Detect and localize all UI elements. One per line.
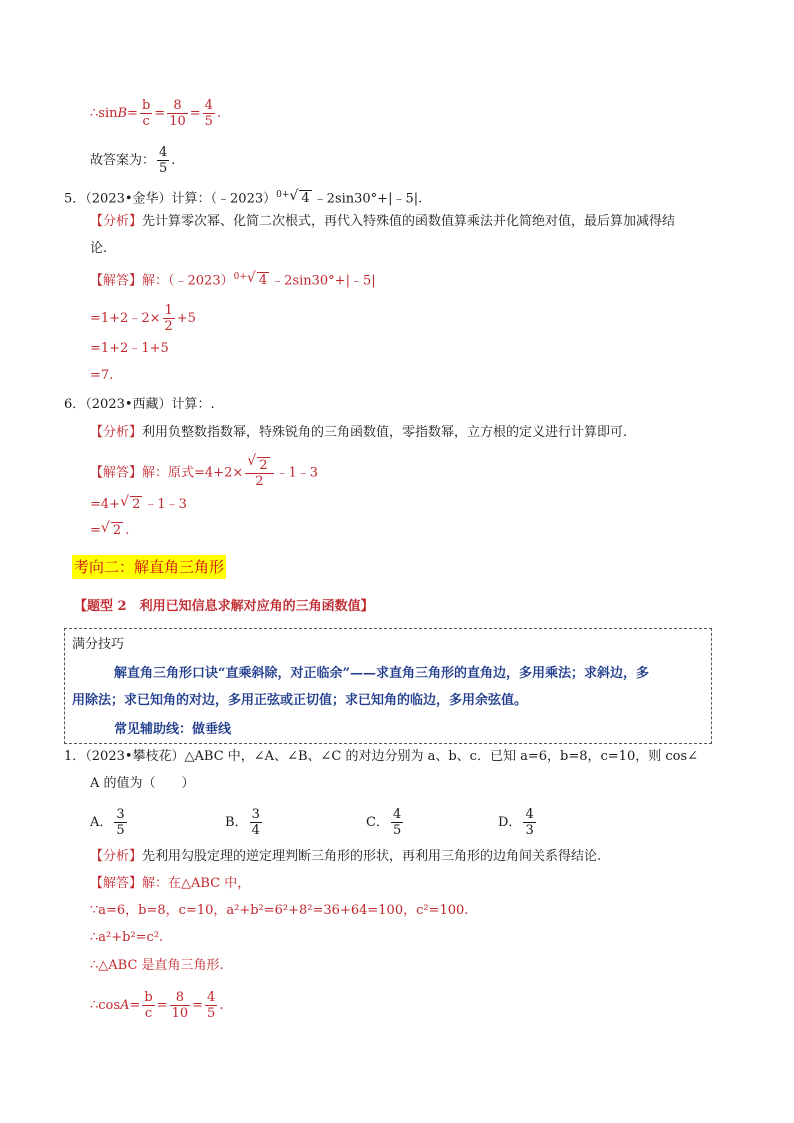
text: 【分析】 [90,425,143,440]
text: 【解答】 [90,876,143,891]
text: 5 [204,114,213,129]
q6-stem: 6．（2023•西藏）计算：. [64,397,215,412]
text: 5．（2023•金华）计算：（﹣2023） [64,191,277,207]
text: 4 [207,990,216,1005]
text: B． [225,815,248,830]
text: = [127,106,138,121]
text: 4 [251,823,260,838]
fraction [142,990,154,1021]
option-a[interactable] [90,807,129,838]
text: 5 [392,823,402,838]
q5-step3: =7. [90,368,114,383]
prev-answer-line: 故答案为： $\frac{4}{5}$ . [90,145,176,176]
text: ∴cos [90,998,121,1013]
text: 3 [116,807,125,822]
text: A [120,998,130,1013]
text: 解：（﹣2023） [142,273,234,289]
text: 【解答】 [90,465,143,481]
sqrt: √ 2 [247,453,268,473]
text: ﹣1﹣3 [275,465,319,481]
q1-stem-line1: 1．（2023•攀枝花）△ABC 中，∠A、∠B、∠C 的对边分别为 a、b、c．已知 a=6，b=8，c=10，则 cos∠ [64,749,699,764]
fraction [140,98,152,129]
text: 2 [164,319,173,334]
tip-line-3: 常见辅助线：做垂线 [114,722,232,737]
fraction [167,98,188,129]
sqrt: √ 4 [246,270,268,289]
fraction [245,453,273,489]
sqrt: √ 2 [100,520,122,538]
text: 先计算零次幂、化简二次根式，再代入特殊值的函数值算乘法并化简绝对值，最后算加减得结 [142,214,676,229]
q1-stem-line2: A 的值为（ ） [90,776,195,791]
fraction [157,145,169,176]
fraction [163,303,175,334]
fraction [114,807,126,838]
text: 【分析】 [90,849,143,864]
q1-step2: ∴a²+b²=c². [90,930,164,945]
text: b [141,98,151,113]
q1-step4: ∴cosA= $\frac{b}{c}$ = $\frac{8}{10}$ = $\frac{4}{5}$ . [90,990,224,1021]
prev-solution-line: ∴sinB= $\frac{b}{c}$ = $\frac{8}{10}$ = $\frac{4}{5}$ . [90,98,222,129]
q1-answer [90,875,250,893]
text: 3 [251,807,260,822]
text: 4 [159,145,168,160]
fraction [203,98,215,129]
text: D． [498,815,522,830]
text: 5 [159,161,168,176]
tip-title: 满分技巧 [72,637,125,652]
text: +5 [176,311,196,326]
text: ﹣1﹣3 [144,497,187,512]
text: 2 [112,523,122,538]
text: C． [366,815,389,830]
text: =4+ [90,497,121,512]
text: A． [90,815,113,830]
text: 4 [204,98,213,113]
text: . [125,523,130,538]
q5-analysis-cont: 论. [90,241,108,256]
text: =1+2﹣2× [90,311,161,326]
text: 8 [167,98,188,114]
text: = [129,998,141,1013]
text: ﹣2sin30°+|﹣5|. [313,191,423,207]
section-heading: 考向二：解直角三角形 [72,555,226,579]
text: 4 [258,273,268,289]
question-type-label: 【题型 2 利用已知信息求解对应角的三角函数值】 [74,599,374,614]
q5-stem [64,186,422,208]
text: B [117,106,128,121]
text: c [142,114,150,129]
text: 2 [132,497,141,512]
text: = [90,523,101,538]
text: b [144,990,153,1005]
fraction [205,990,217,1021]
text: 0+ [276,190,290,200]
fraction [391,807,403,838]
text: 5 [207,1006,216,1021]
text: 4 [392,807,402,822]
text: 2 [255,474,264,489]
q1-analysis [90,848,601,866]
option-b[interactable] [225,807,264,838]
text: ∴sin [90,106,118,121]
text: 利用负整数指数幂，特殊锐角的三角函数值，零指数幂，立方根的定义进行计算即可. [142,425,628,440]
text: 10 [169,114,186,129]
fraction [170,990,191,1021]
option-c[interactable] [366,807,405,838]
text: 解：原式=4+2× [142,465,244,481]
q1-step3: ∴△ABC 是直角三角形. [90,958,224,973]
text: 10 [171,1006,189,1021]
text: 【分析】 [90,214,143,229]
text: 5 [116,823,125,838]
sqrt: √ 2 [120,494,141,512]
text: 4 [301,191,310,207]
q6-step2 [90,522,129,540]
option-d[interactable] [498,807,538,838]
text: 【解答】 [90,273,143,289]
text: 4 [525,807,534,822]
text: 解：在△ABC 中， [142,876,251,891]
q5-step1 [90,303,196,334]
text: 2 [259,458,268,473]
tip-line-1: 解直角三角形口诀“直乘斜除，对正临余”——求直角三角形的直角边，多用乘法；求斜边，多 [114,666,649,681]
text: 3 [525,823,534,838]
text: 故答案为： [90,153,156,168]
fraction [250,807,262,838]
q6-analysis [90,424,627,442]
text: ﹣2sin30°+|﹣5| [271,273,376,289]
text: 0+ [233,272,247,282]
text: 先利用勾股定理的逆定理判断三角形的形状，再利用三角形的边角间关系得结论. [142,849,602,864]
q5-step2: =1+2﹣1+5 [90,341,169,356]
text: c [144,1006,153,1021]
sqrt: √ 4 [289,188,310,207]
text: 1 [164,303,173,318]
q6-step1 [90,496,187,514]
q1-step1: ∵a=6，b=8，c=10，a²+b²=6²+8²=36+64=100，c²=100. [90,903,469,918]
text: 8 [170,990,191,1006]
fraction [523,807,535,838]
q6-answer [90,453,319,489]
tip-line-2: 用除法；求已知角的对边，多用正弦或正切值；求已知角的临边，多用余弦值。 [72,693,528,708]
q5-answer [90,268,376,290]
q5-analysis [90,213,675,231]
